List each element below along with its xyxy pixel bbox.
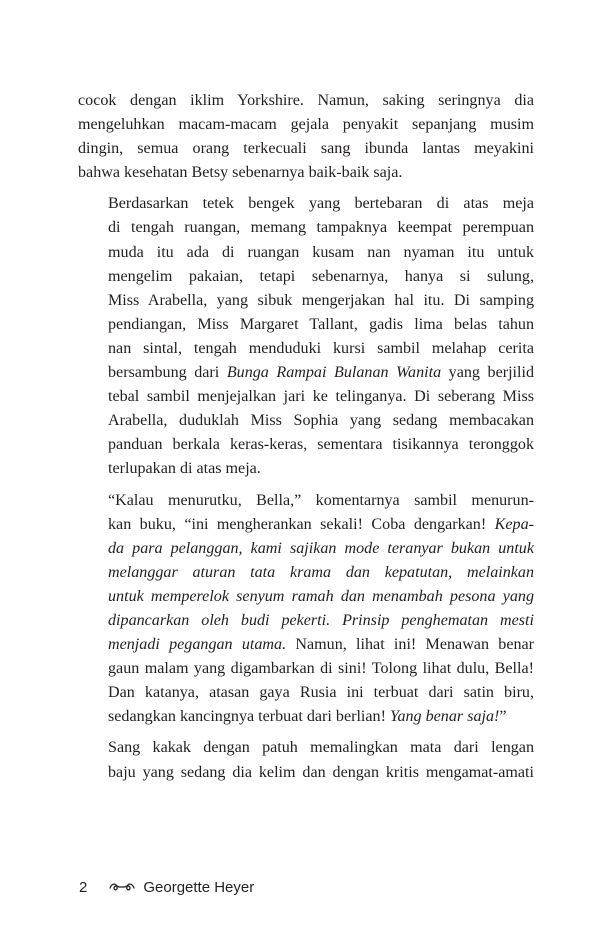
paragraph [78,192,534,481]
text-line [78,489,534,513]
text-run: cocok dengan iklim Yorkshire. Namun, saking seringnya dia [78,92,534,109]
paragraph [78,489,534,730]
text-run: gaun malam yang digambarkan di sini! Tolong lihat dulu, Bella! [108,660,534,678]
text-run: nan sintal, tengah menduduki kursi sambil melahap cerita [108,339,534,357]
text-run: sedangkan kancingnya terbuat dari berlian! [108,708,390,726]
text-run: muda itu ada di ruangan kusam nan nyaman itu untuk [108,243,534,261]
text-line [78,161,534,185]
text-line [78,657,534,681]
page-number: 2 [79,878,88,896]
paragraph [78,736,534,784]
italic-text: menjadi pegangan utama. [108,636,287,654]
text-line [78,385,534,409]
text-line [78,113,534,137]
text-line [78,705,534,729]
italic-text: Yang benar saja! [389,708,500,726]
text-run: ” [499,708,507,726]
text-line [78,681,534,705]
text-run: Dan katanya, atasan gaya Rusia ini terbuat dari satin biru, [108,684,534,702]
text-line [78,433,534,457]
text-run: panduan berkala keras-keras, sementara tisikannya teronggok [108,436,534,454]
text-run: terlupakan di atas meja. [108,460,261,478]
text-run: Arabella, duduklah Miss Sophia yang sedang membacakan [108,412,534,430]
text-line [78,457,534,481]
author-name: Georgette Heyer [143,878,255,896]
text-line [78,265,534,289]
text-run: yang berjilid [441,364,535,382]
book-page-body [78,89,534,792]
running-footer [79,876,254,898]
swash-ornament-icon [109,881,135,893]
text-line [78,633,534,657]
italic-text: melanggar aturan tata krama dan kepatutan, melainkan [108,563,534,581]
text-run: Berdasarkan tetek bengek yang bertebaran di atas meja [108,195,534,213]
paragraph [78,89,534,185]
text-line [78,537,534,561]
text-run: Miss Arabella, yang sibuk mengerjakan hal itu. Di samping [108,291,534,309]
text-run: kan buku, “ini mengherankan sekali! Coba dengarkan! [108,515,495,533]
text-line [78,585,534,609]
text-run: tebal sambil menjejalkan jari ke telinganya. Di seberang Miss [108,388,534,406]
text-line [78,241,534,265]
italic-text: dipancarkan oleh budi pekerti. Prinsip penghematan mesti [108,611,534,629]
text-run: baju yang sedang dia kelim dan dengan kritis mengamat-amati [108,763,534,781]
text-line [78,361,534,385]
text-line [78,409,534,433]
text-line [78,89,534,113]
text-run: di tengah ruangan, memang tampaknya keempat perempuan [108,219,534,237]
text-line [78,313,534,337]
text-line [78,192,534,216]
text-line [78,137,534,161]
text-line [78,561,534,585]
text-run: mengelim pakaian, tetapi sebenarnya, hanya si sulung, [108,267,534,285]
text-line [78,289,534,313]
text-run: Sang kakak dengan patuh memalingkan mata dari lengan [108,739,534,757]
text-run: bahwa kesehatan Betsy sebenarnya baik-baik saja. [78,164,403,182]
text-line [78,513,534,537]
italic-text: da para pelanggan, kami sajikan mode teranyar bukan untuk [108,539,534,557]
text-line [78,337,534,361]
italic-text: Kepa- [494,515,534,533]
text-line [78,609,534,633]
italic-text: Bunga Rampai Bulanan Wanita [226,364,442,382]
text-line [78,761,534,785]
text-run: dingin, semua orang terkecuali sang ibunda lantas meyakini [78,140,534,158]
text-run: mengeluhkan macam-macam gejala penyakit sepanjang musim [78,116,534,134]
text-run: Namun, lihat ini! Menawan benar [286,636,535,654]
text-run: bersambung dari [108,364,227,382]
text-line [78,736,534,760]
text-run: pendiangan, Miss Margaret Tallant, gadis lima belas tahun [108,315,534,333]
text-line [78,216,534,240]
italic-text: untuk memperelok senyum ramah dan menambah pesona yang [108,587,534,605]
text-run: “Kalau menurutku, Bella,” komentarnya sambil menurun- [108,491,534,509]
